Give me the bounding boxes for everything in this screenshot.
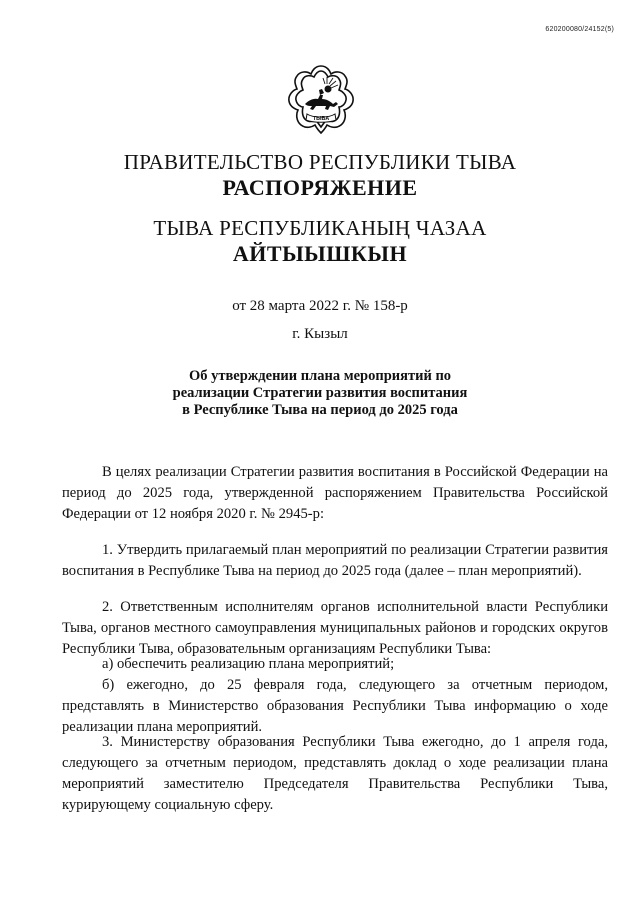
- order-title-line: Об утверждении плана мероприятий по: [188, 368, 452, 384]
- paragraph-text: В целях реализации Стратегии развития воспитания в Российской Федерации на период до 2025 года, утвержденной распоряжением Правительства Российской Федерации от 12 ноября 2020 г. № 2945-р:: [62, 464, 608, 522]
- order-city: г. Кызыл: [292, 326, 348, 342]
- paragraph-text: 3. Министерству образования Республики Тыва ежегодно, до 1 апреля года, следующего за отчетным периодом, представлять доклад о ходе реализации плана мероприятий заместителю Председателя Правительства Республики Тыва, курирующему социальную сферу.: [62, 734, 608, 813]
- item-2b-paragraph: [62, 675, 608, 738]
- tuva-coat-of-arms-emblem: [283, 62, 359, 138]
- item-1-paragraph: [62, 540, 608, 582]
- paragraph-text: б) ежегодно, до 25 февраля года, следующего за отчетным периодом, представлять в Министерство образования Республики Тыва информацию о ходе реализации плана мероприятий.: [62, 677, 608, 735]
- item-2-paragraph: [62, 597, 608, 660]
- order-date-number: от 28 марта 2022 г. № 158-р: [232, 298, 408, 314]
- government-title-ru: ПРАВИТЕЛЬСТВО РЕСПУБЛИКИ ТЫВА: [123, 150, 517, 174]
- order-type-ru: РАСПОРЯЖЕНИЕ: [222, 175, 418, 200]
- order-type-tyv: АЙТЫЫШКЫН: [232, 241, 408, 266]
- item-3-paragraph: [62, 732, 608, 816]
- order-title: [0, 368, 640, 419]
- government-title-tyv: ТЫВА РЕСПУБЛИКАНЫҢ ЧАЗАА: [153, 216, 487, 240]
- document-code: 620200080/24152(5): [545, 26, 614, 33]
- item-2a-paragraph: [62, 654, 608, 675]
- order-title-line: реализации Стратегии развития воспитания: [172, 385, 468, 401]
- order-title-line: в Республике Тыва на период до 2025 года: [182, 402, 458, 418]
- intro-paragraph: [62, 462, 608, 525]
- paragraph-text: 1. Утвердить прилагаемый план мероприятий по реализации Стратегии развития воспитания в Республике Тыва на период до 2025 года (далее – план мероприятий).: [62, 542, 608, 579]
- emblem-ribbon-text: ТЫВА: [312, 116, 330, 122]
- paragraph-text: 2. Ответственным исполнителям органов исполнительной власти Республики Тыва, органов местного самоуправления муниципальных районов и городских округов Республики Тыва, образовательным организациям Республики Тыва:: [62, 599, 608, 657]
- paragraph-text: а) обеспечить реализацию плана мероприятий;: [102, 656, 395, 672]
